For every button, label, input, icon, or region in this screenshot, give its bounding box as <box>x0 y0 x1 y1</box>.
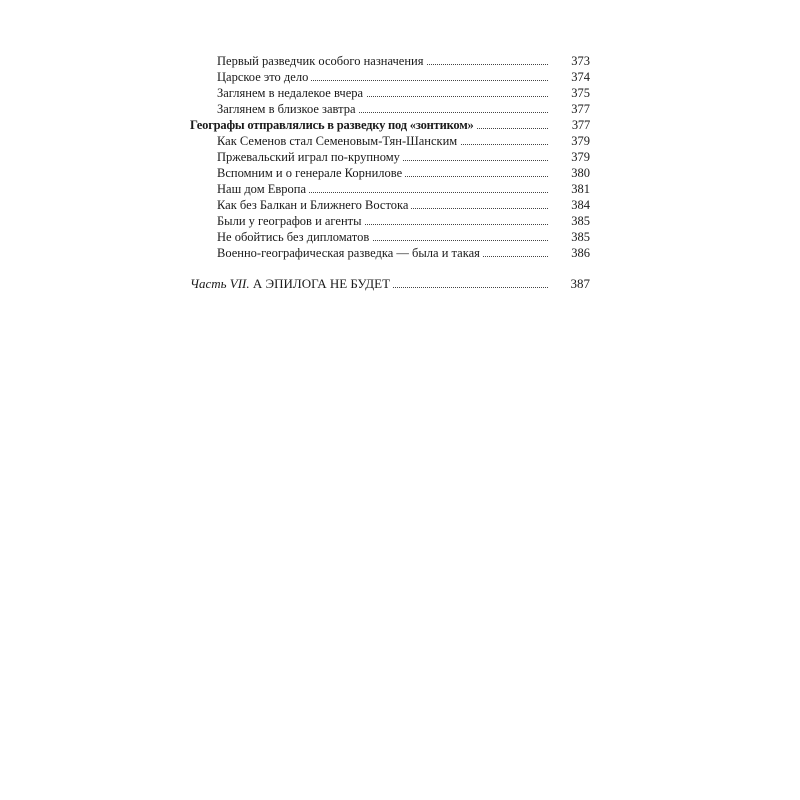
toc-entry-page: 374 <box>571 70 590 84</box>
toc-entry-title: Царское это дело <box>217 70 311 84</box>
toc-part-title: А ЭПИЛОГА НЕ БУДЕТ <box>252 276 391 291</box>
toc-entry <box>190 229 590 245</box>
toc-entry <box>190 165 590 181</box>
toc-entry-page: 379 <box>571 134 590 148</box>
toc-entry-title: Как Семенов стал Семеновым-Тян-Шанским <box>217 134 460 148</box>
toc-entry-title: Как без Балкан и Ближнего Востока <box>217 198 411 212</box>
toc-entry-title: Заглянем в недалекое вчера <box>217 86 366 100</box>
table-of-contents <box>190 53 590 292</box>
toc-entry-title: Были у географов и агенты <box>217 214 365 228</box>
toc-entry <box>190 69 590 85</box>
toc-entry-title: Наш дом Европа <box>217 182 309 196</box>
toc-entry-title: Не обойтись без дипломатов <box>217 230 372 244</box>
toc-entry-page: 379 <box>571 150 590 164</box>
toc-entry <box>190 213 590 229</box>
toc-entry-page: 375 <box>571 86 590 100</box>
toc-entry <box>190 85 590 101</box>
toc-entry-title: Военно-географическая разведка — была и такая <box>217 246 483 260</box>
toc-entry-page: 377 <box>571 102 590 116</box>
toc-entry-page: 384 <box>571 198 590 212</box>
toc-entry-title: Заглянем в близкое завтра <box>217 102 359 116</box>
toc-entry-page: 377 <box>571 118 590 132</box>
toc-entry <box>190 245 590 261</box>
toc-entry-page: 385 <box>571 214 590 228</box>
toc-chapter-title: Географы отправлялись в разведку под «зонтиком» <box>190 118 477 132</box>
toc-entry-title: Пржевальский играл по-крупному <box>217 150 403 164</box>
toc-part-prefix: Часть VII. <box>190 276 250 291</box>
toc-entry <box>190 181 590 197</box>
toc-entry <box>190 197 590 213</box>
toc-entry-title: Первый разведчик особого назначения <box>217 54 426 68</box>
toc-entry <box>190 53 590 69</box>
toc-entry-title: Вспомним и о генерале Корнилове <box>217 166 405 180</box>
toc-entry-page: 387 <box>570 276 590 291</box>
toc-entry <box>190 149 590 165</box>
toc-entry <box>190 133 590 149</box>
toc-entry <box>190 101 590 117</box>
toc-part-entry <box>190 276 590 292</box>
toc-chapter-entry <box>190 117 590 133</box>
toc-entry-page: 386 <box>571 246 590 260</box>
toc-entry-page: 385 <box>571 230 590 244</box>
toc-entry-page: 380 <box>571 166 590 180</box>
toc-entry-page: 381 <box>571 182 590 196</box>
toc-entry-page: 373 <box>571 54 590 68</box>
